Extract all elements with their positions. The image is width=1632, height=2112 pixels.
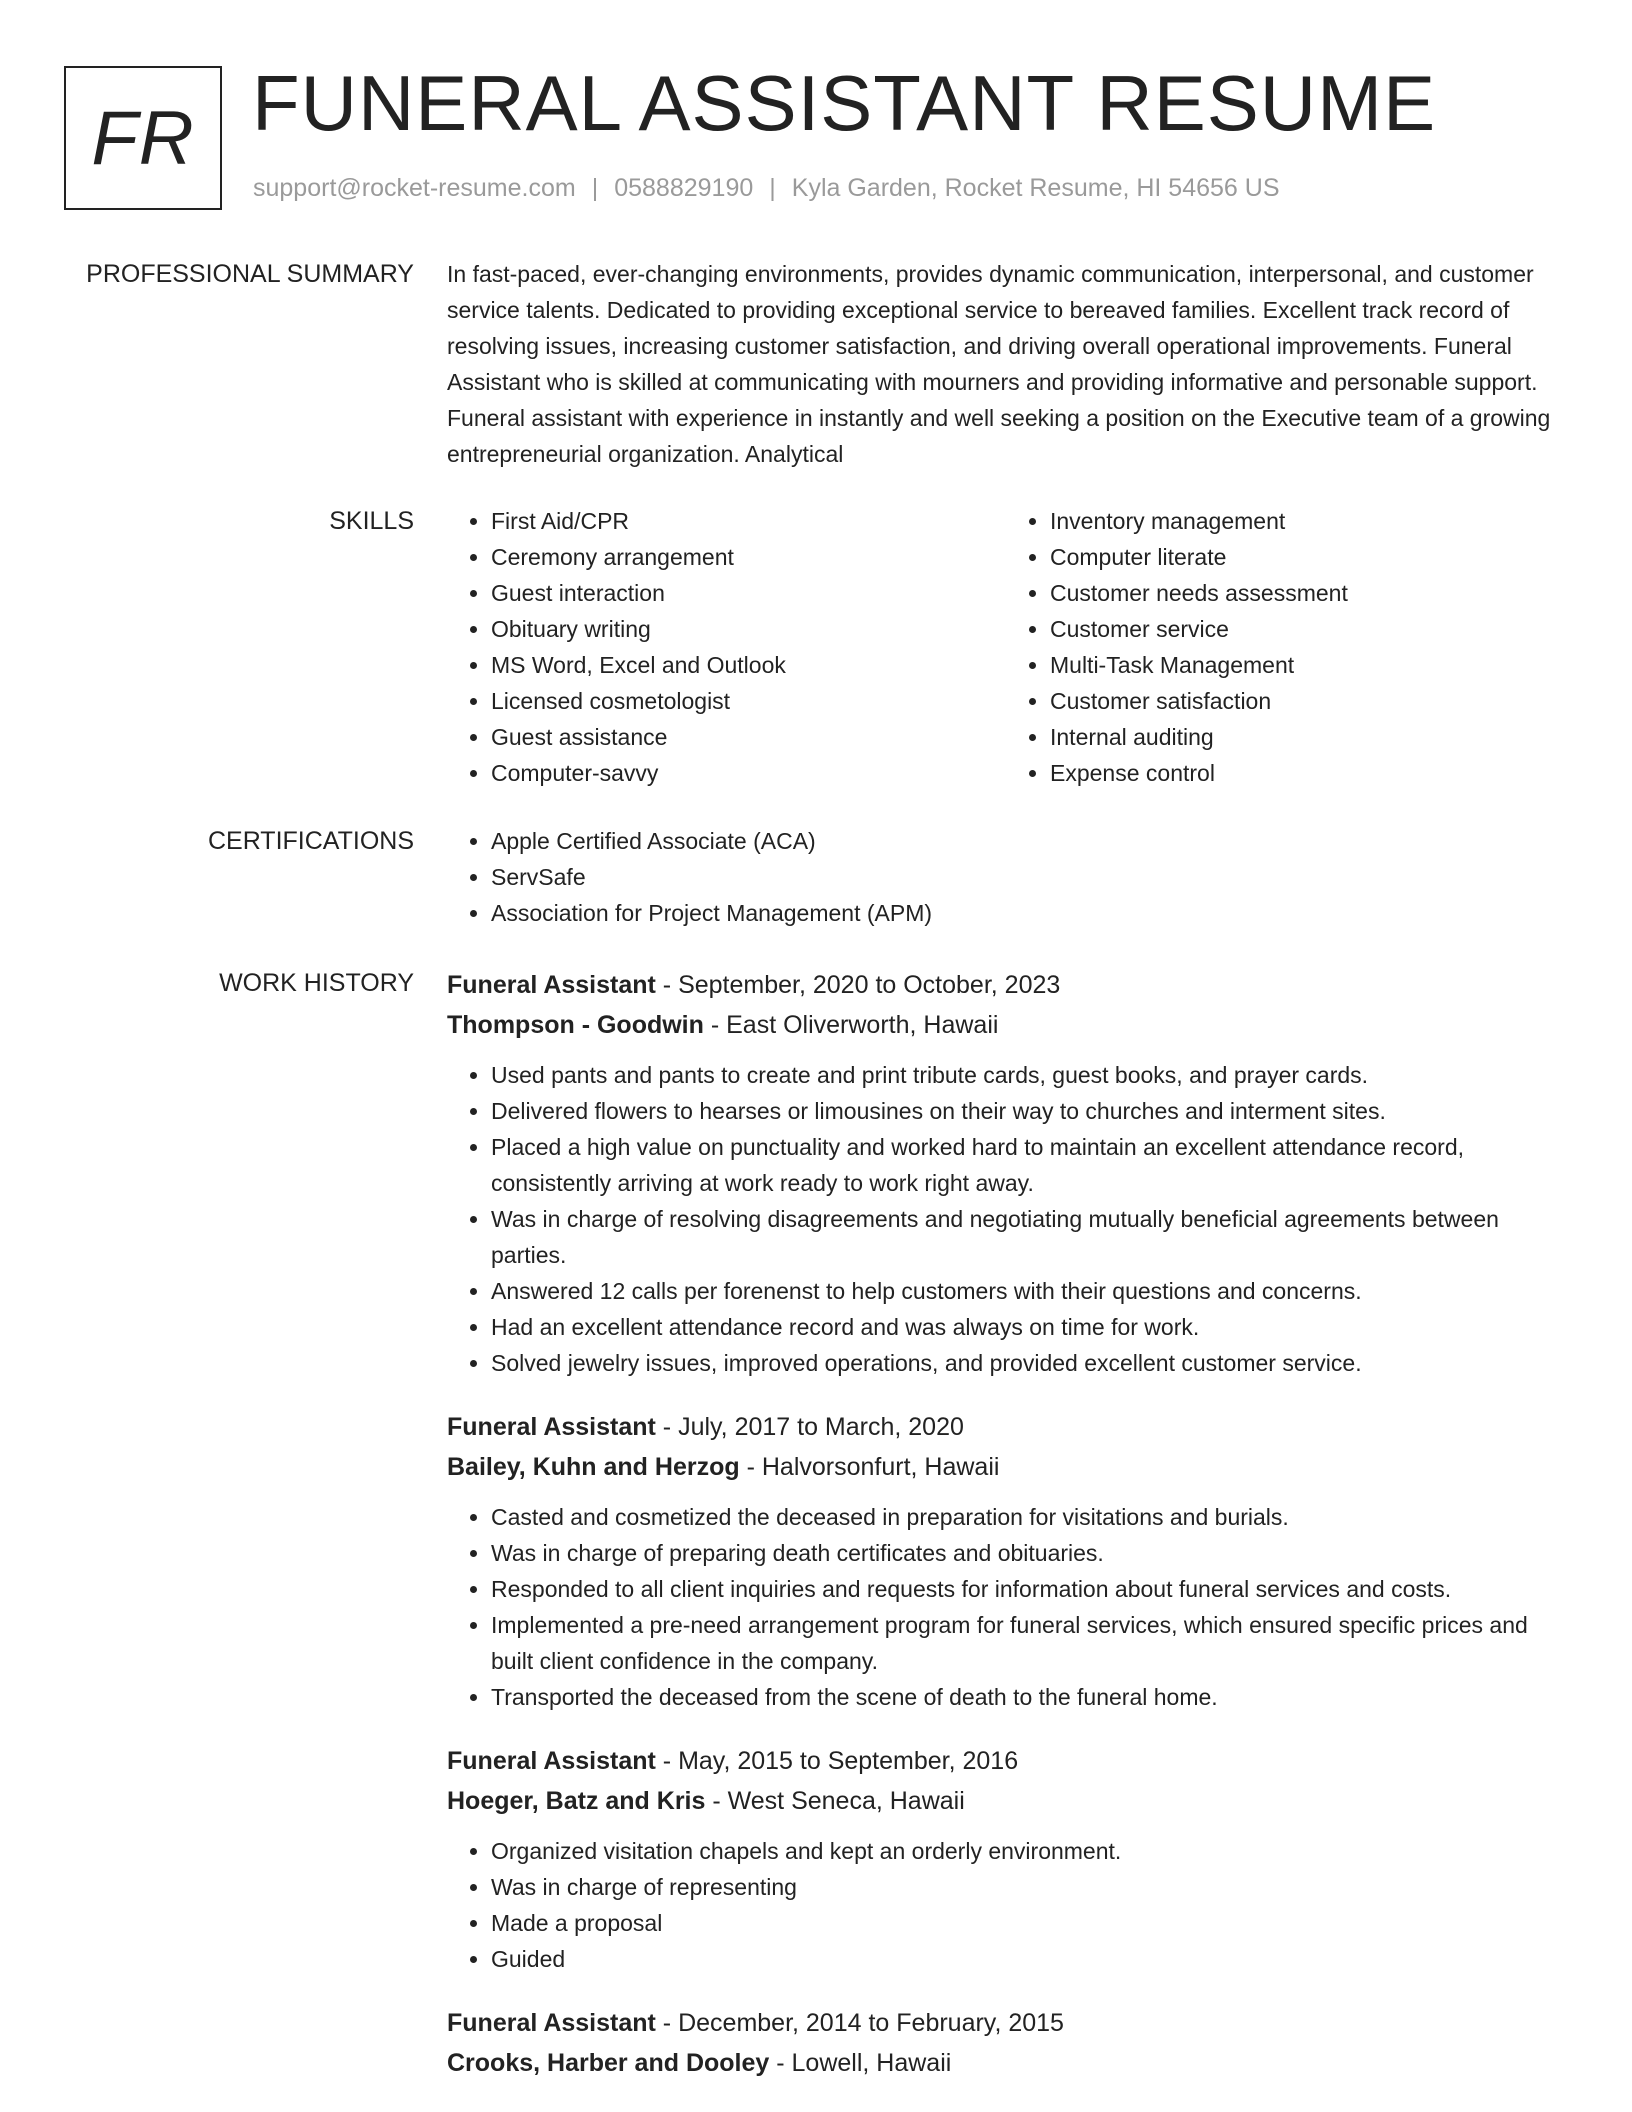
- job-dates: - September, 2020 to October, 2023: [655, 971, 1061, 999]
- job-title-line: [447, 2003, 1565, 2043]
- job-dates: - July, 2017 to March, 2020: [655, 1413, 964, 1441]
- list-item: • Implemented a pre-need arrangement program for funeral services, which ensured specific prices and built client confidence in the company.: [491, 1607, 1565, 1679]
- job-company-line: [447, 1005, 1565, 1045]
- job-title-line: [447, 1741, 1565, 1781]
- list-item: • Multi-Task Management: [1050, 647, 1565, 683]
- list-item: • Association for Project Management (APM): [491, 895, 1565, 931]
- certifications-list: [447, 823, 1565, 931]
- job-title: Funeral Assistant: [447, 971, 656, 999]
- job-entry: [447, 2003, 1565, 2083]
- list-item: • Computer-savvy: [491, 755, 1006, 791]
- list-item: • Organized visitation chapels and kept an orderly environment.: [491, 1833, 1565, 1869]
- skills-columns: [447, 503, 1565, 791]
- contact-phone[interactable]: 0588829190: [614, 174, 754, 202]
- list-item: • Was in charge of preparing death certificates and obituaries.: [491, 1535, 1565, 1571]
- job-dates: - December, 2014 to February, 2015: [655, 2009, 1064, 2037]
- section-label-certifications: CERTIFICATIONS: [207, 827, 414, 855]
- list-item: • Answered 12 calls per forenenst to help customers with their questions and concerns.: [491, 1273, 1565, 1309]
- job-company-line: [447, 1781, 1565, 1821]
- monogram-logo: FR: [64, 66, 222, 210]
- job-title: Funeral Assistant: [447, 1413, 656, 1441]
- list-item: • Inventory management: [1050, 503, 1565, 539]
- job-location: - Lowell, Hawaii: [769, 2049, 952, 2077]
- list-item: • Internal auditing: [1050, 719, 1565, 755]
- job-bullets: [447, 1499, 1565, 1715]
- job-title: Funeral Assistant: [447, 2009, 656, 2037]
- list-item: • Customer satisfaction: [1050, 683, 1565, 719]
- list-item: • MS Word, Excel and Outlook: [491, 647, 1006, 683]
- summary-text: In fast-paced, ever-changing environments, provides dynamic communication, interpersonal, and customer service talents. Dedicated to providing exceptional service to bereaved families. Excellent track record of resolving issues, increasing customer satisfaction, and driving overall operational improvements. Funeral Assistant who is skilled at communicating with mourners and providing informative and personable support. Funeral assistant with experience in instantly and well seeking a position on the Executive team of a growing entrepreneurial organization. Analytical: [447, 261, 1551, 467]
- work-history-content: [447, 965, 1565, 2109]
- list-item: • Was in charge of representing: [491, 1869, 1565, 1905]
- job-location: - East Oliverworth, Hawaii: [703, 1011, 999, 1039]
- contact-email[interactable]: support@rocket-resume.com: [253, 174, 576, 202]
- contact-line: [253, 174, 1280, 203]
- job-location: - Halvorsonfurt, Hawaii: [739, 1453, 1000, 1481]
- skills-list-left: [447, 503, 1006, 791]
- certifications-content: [447, 823, 1565, 931]
- list-item: • ServSafe: [491, 859, 1565, 895]
- job-location: - West Seneca, Hawaii: [705, 1787, 965, 1815]
- list-item: • Guided: [491, 1941, 1565, 1977]
- job-title-line: [447, 1407, 1565, 1447]
- list-item: • Placed a high value on punctuality and worked hard to maintain an excellent attendance record, consistently arriving at work ready to work right away.: [491, 1129, 1565, 1201]
- contact-address: Kyla Garden, Rocket Resume, HI 54656 US: [791, 174, 1280, 202]
- list-item: • Apple Certified Associate (ACA): [491, 823, 1565, 859]
- list-item: • Licensed cosmetologist: [491, 683, 1006, 719]
- job-entry: [447, 1407, 1565, 1715]
- list-item: • Guest assistance: [491, 719, 1006, 755]
- skills-list-right: [1006, 503, 1565, 791]
- section-label-skills: SKILLS: [329, 507, 414, 535]
- list-item: • Made a proposal: [491, 1905, 1565, 1941]
- job-title-line: [447, 965, 1565, 1005]
- job-company: Hoeger, Batz and Kris: [447, 1787, 706, 1815]
- list-item: • Casted and cosmetized the deceased in preparation for visitations and burials.: [491, 1499, 1565, 1535]
- job-company-line: [447, 2043, 1565, 2083]
- section-label-summary: PROFESSIONAL SUMMARY: [86, 260, 414, 288]
- list-item: • Responded to all client inquiries and requests for information about funeral services and costs.: [491, 1571, 1565, 1607]
- job-bullets: [447, 1057, 1565, 1381]
- list-item: • Solved jewelry issues, improved operations, and provided excellent customer service.: [491, 1345, 1565, 1381]
- list-item: • Used pants and pants to create and print tribute cards, guest books, and prayer cards.: [491, 1057, 1565, 1093]
- list-item: • Expense control: [1050, 755, 1565, 791]
- section-label-work-history: WORK HISTORY: [219, 969, 414, 997]
- contact-separator: |: [591, 174, 599, 202]
- list-item: • Guest interaction: [491, 575, 1006, 611]
- job-company: Bailey, Kuhn and Herzog: [447, 1453, 740, 1481]
- list-item: • Had an excellent attendance record and was always on time for work.: [491, 1309, 1565, 1345]
- list-item: • Customer needs assessment: [1050, 575, 1565, 611]
- list-item: • First Aid/CPR: [491, 503, 1006, 539]
- job-company-line: [447, 1447, 1565, 1487]
- job-dates: - May, 2015 to September, 2016: [655, 1747, 1019, 1775]
- list-item: • Obituary writing: [491, 611, 1006, 647]
- job-company: Crooks, Harber and Dooley: [447, 2049, 770, 2077]
- page-title: FUNERAL ASSISTANT RESUME: [252, 59, 1437, 147]
- list-item: • Transported the deceased from the scene of death to the funeral home.: [491, 1679, 1565, 1715]
- job-entry: [447, 1741, 1565, 1977]
- job-title: Funeral Assistant: [447, 1747, 656, 1775]
- list-item: • Customer service: [1050, 611, 1565, 647]
- contact-separator: |: [769, 174, 776, 202]
- job-company: Thompson - Goodwin: [447, 1011, 704, 1039]
- list-item: • Computer literate: [1050, 539, 1565, 575]
- job-bullets: [447, 1833, 1565, 1977]
- list-item: • Delivered flowers to hearses or limousines on their way to churches and interment sites.: [491, 1093, 1565, 1129]
- list-item: • Was in charge of resolving disagreements and negotiating mutually beneficial agreements between parties.: [491, 1201, 1565, 1273]
- list-item: • Ceremony arrangement: [491, 539, 1006, 575]
- job-entry: [447, 965, 1565, 1381]
